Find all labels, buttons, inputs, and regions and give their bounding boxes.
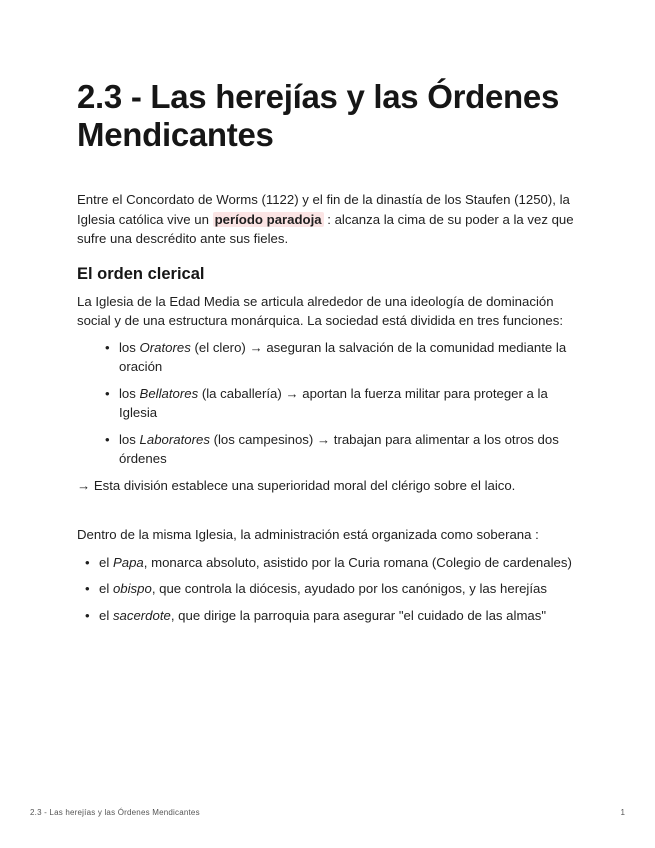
item-text: , que controla la diócesis, ayudado por los canónigos, y las herejías	[151, 581, 547, 596]
page-title: 2.3 - Las herejías y las Órdenes Mendicantes	[77, 78, 560, 153]
item-prefix: el	[99, 581, 113, 596]
item-term: Laboratores	[139, 431, 210, 447]
item-text: (la caballería) → aportan la fuerza militar para proteger a la Iglesia	[119, 385, 548, 420]
list-item	[105, 430, 582, 469]
item-prefix: los	[119, 431, 140, 447]
item-term: Papa	[112, 554, 144, 570]
item-term: obispo	[112, 581, 152, 596]
admin-intro: Dentro de la misma Iglesia, la administración está organizada como soberana :	[77, 527, 539, 542]
section-paragraph: La Iglesia de la Edad Media se articula alrededor de una ideología de dominación social y de una estructura monárquica. La sociedad está dividida en tres funciones:	[77, 293, 564, 328]
intro-paragraph	[77, 190, 582, 249]
item-prefix: el	[99, 554, 113, 570]
page-footer-title: 2.3 - Las herejías y las Órdenes Mendicantes	[30, 808, 200, 817]
bullet-icon: •	[85, 607, 90, 623]
conclusion-line: → Esta división establece una superioridad moral del clérigo sobre el laico.	[77, 477, 516, 493]
section-heading: El orden clerical	[77, 264, 205, 283]
item-term: Bellatores	[139, 385, 199, 401]
bullet-icon: •	[85, 581, 90, 596]
item-text: , monarca absoluto, asistido por la Curia romana (Colegio de cardenales)	[143, 554, 572, 570]
item-text: (el clero) → aseguran la salvación de la comunidad mediante la oración	[119, 339, 567, 374]
list-item	[105, 338, 582, 377]
page-content	[77, 78, 582, 632]
roles-list	[77, 338, 582, 469]
page-number: 1	[620, 808, 625, 817]
item-term: sacerdote	[112, 607, 171, 623]
item-prefix: los	[119, 385, 140, 401]
bullet-icon: •	[105, 339, 110, 355]
intro-text-before: Entre el Concordato de Worms (1122) y el fin de la dinastía de los Staufen (1250), la Iglesia católica vive un	[77, 192, 570, 227]
bullet-icon: •	[105, 385, 110, 401]
item-term: Oratores	[139, 339, 191, 355]
item-prefix: el	[99, 607, 113, 623]
bullet-icon: •	[85, 554, 90, 570]
list-item	[85, 606, 582, 626]
highlighted-term: período paradoja	[214, 211, 322, 227]
admin-list	[77, 553, 582, 626]
intro-text-after: : alcanza la cima de su poder a la vez que sufre una descrédito ante sus fieles.	[77, 211, 574, 246]
list-item	[105, 384, 582, 423]
item-text: (los campesinos) → trabajan para alimentar a los otros dos órdenes	[119, 431, 559, 466]
list-item	[85, 553, 582, 573]
bullet-icon: •	[105, 431, 110, 447]
list-item	[85, 579, 582, 599]
item-text: , que dirige la parroquia para asegurar "el cuidado de las almas"	[170, 607, 547, 623]
item-prefix: los	[119, 339, 140, 355]
